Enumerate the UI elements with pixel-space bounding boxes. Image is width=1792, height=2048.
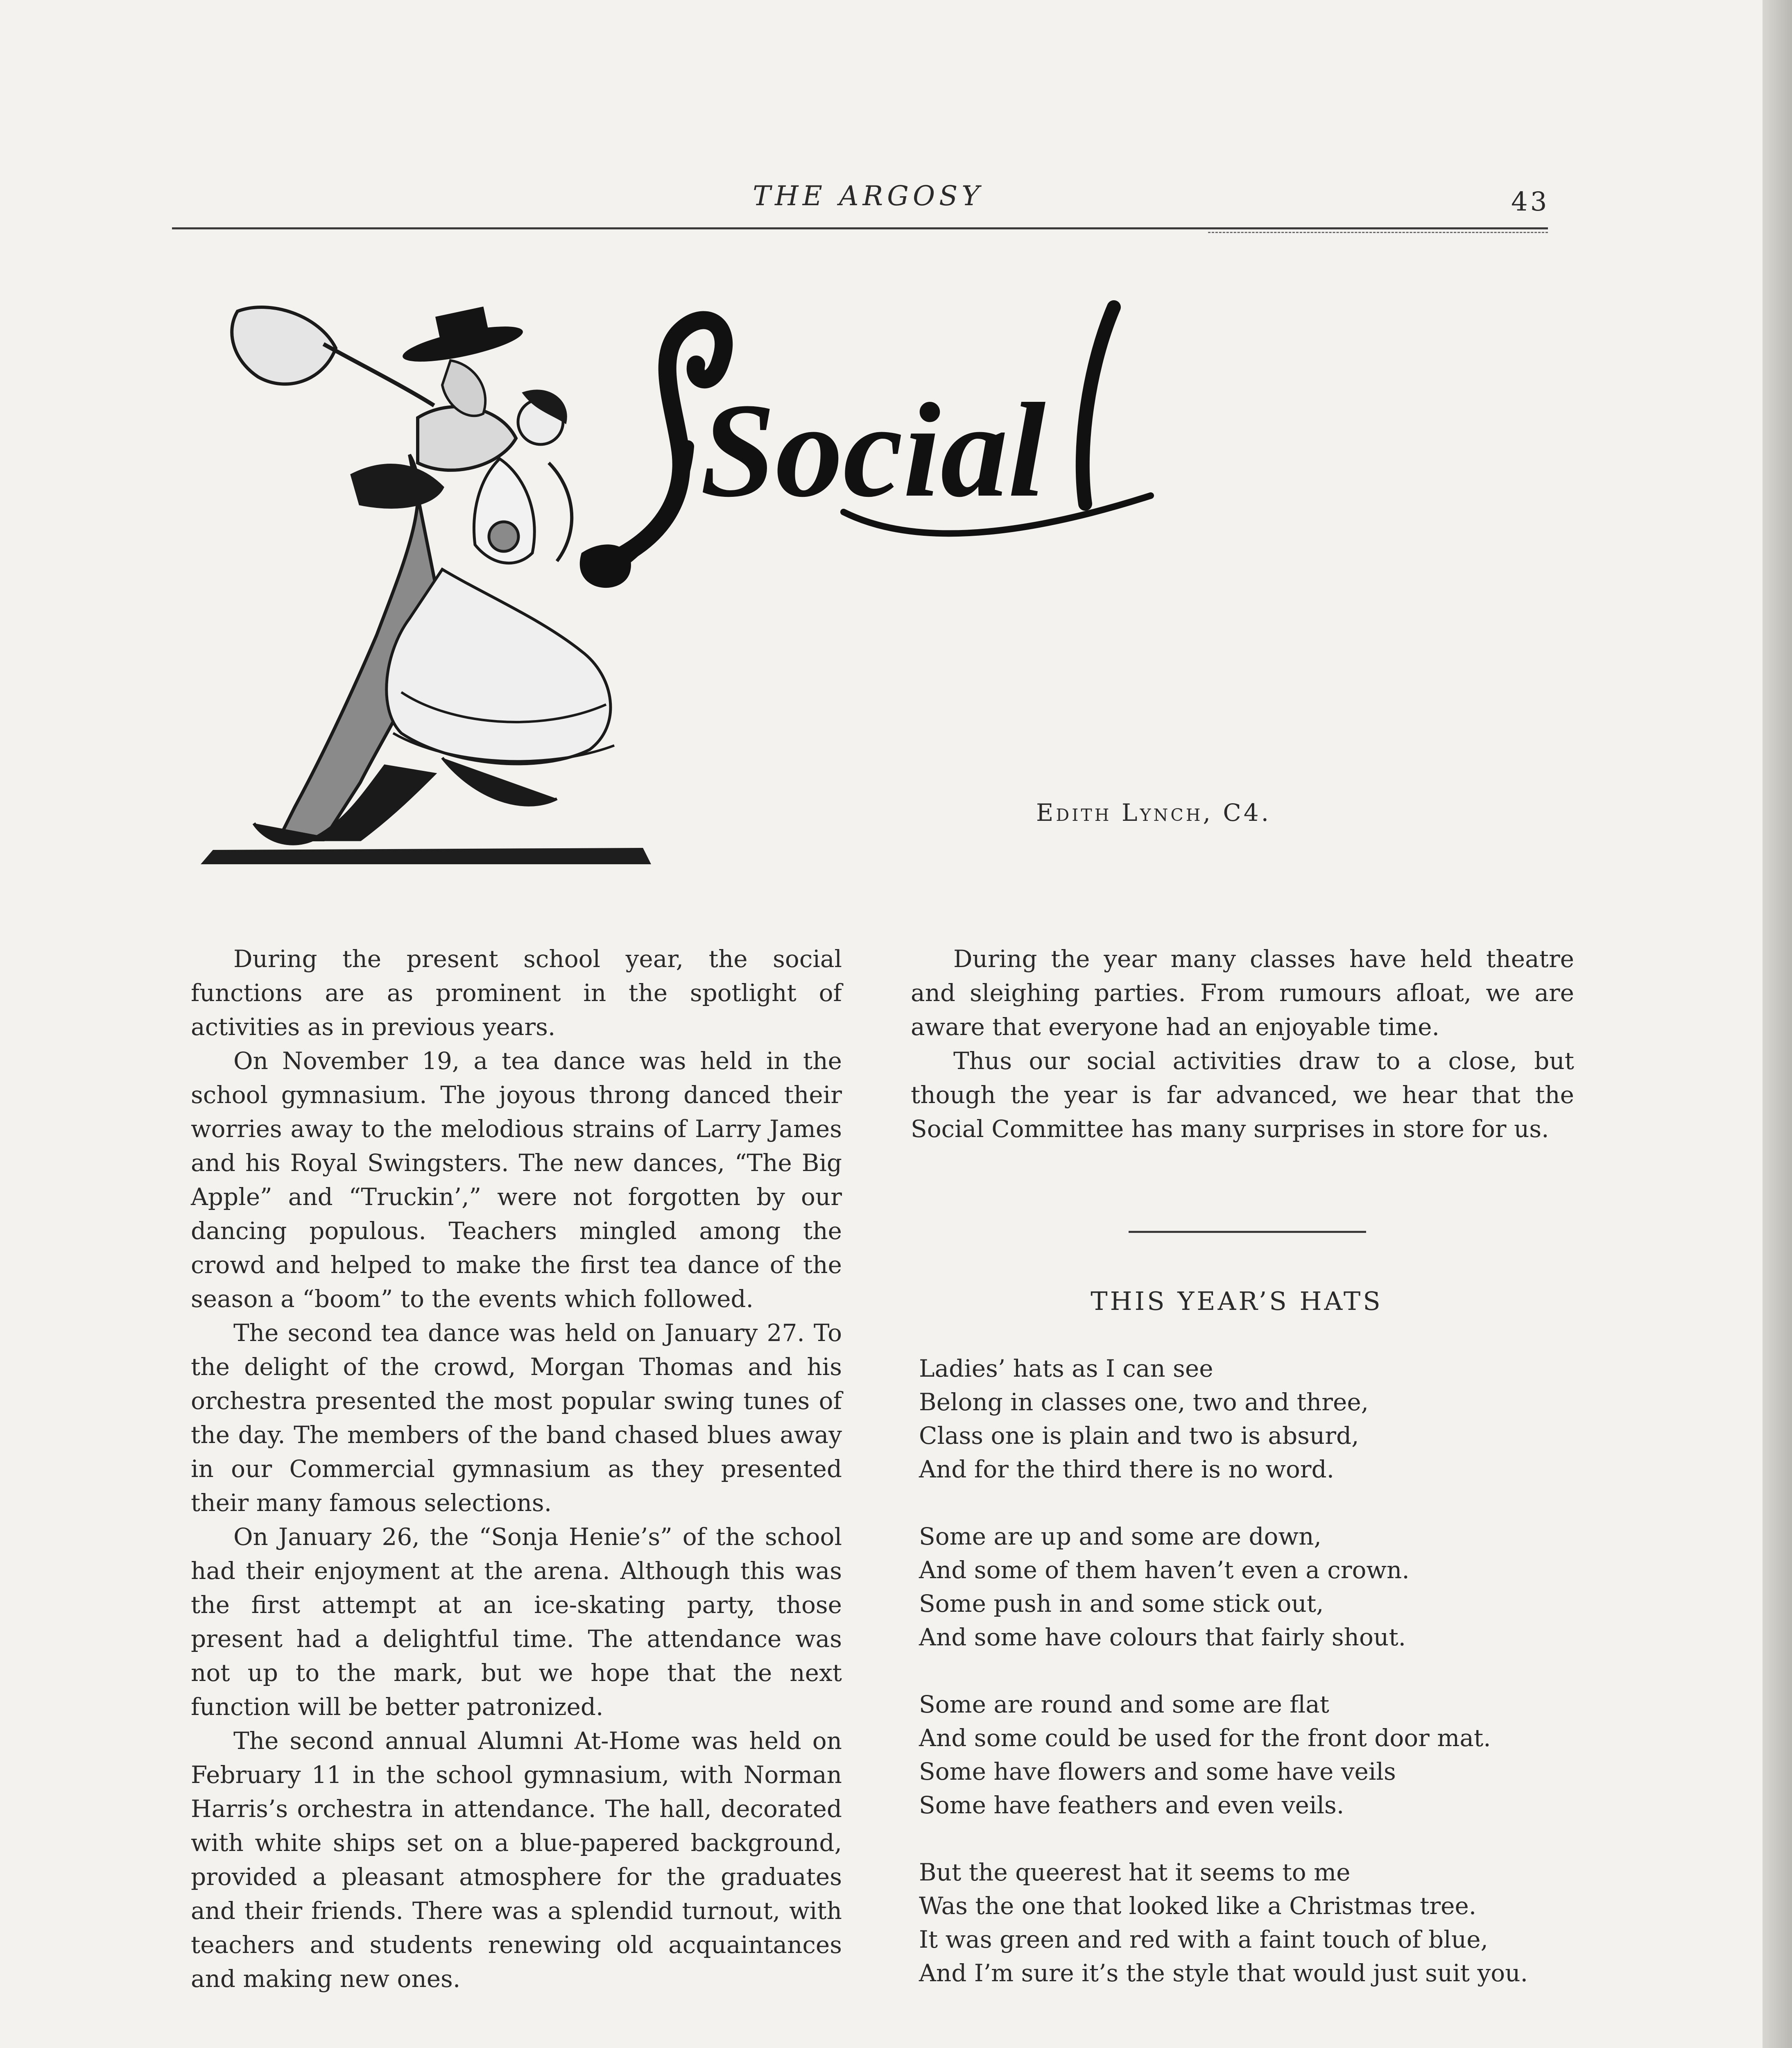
poem-stanza xyxy=(919,1855,1615,1990)
poem-line: And I’m sure it’s the style that would just suit you. xyxy=(919,1959,1528,1987)
poem-line: Some push in and some stick out, xyxy=(919,1590,1324,1618)
poem-line: And some could be used for the front door mat. xyxy=(919,1724,1491,1752)
poem-stanza xyxy=(919,1688,1615,1822)
left-column xyxy=(191,942,842,1996)
section-divider xyxy=(1129,1231,1366,1233)
poem-line: And some of them haven’t even a crown. xyxy=(919,1556,1410,1584)
hat-shape xyxy=(400,306,525,416)
poem-line: Some have flowers and some have veils xyxy=(919,1758,1396,1785)
page-edge-shadow xyxy=(1763,0,1792,2048)
header-rule xyxy=(172,227,1548,229)
poem-stanza xyxy=(919,1520,1615,1654)
poem-line: And some have colours that fairly shout. xyxy=(919,1623,1406,1651)
poem-line: And for the third there is no word. xyxy=(919,1455,1335,1483)
poem-title: THIS YEAR’S HATS xyxy=(1091,1286,1383,1316)
running-header-title: THE ARGOSY xyxy=(753,180,984,212)
poem-line: Some are round and some are flat xyxy=(919,1690,1329,1718)
poem-line: Ladies’ hats as I can see xyxy=(919,1355,1213,1382)
left-paragraph-5: The second annual Alumni At-Home was held on February 11 in the school gymnasium, with Norman Harris’s orchestra in attendance. The hall, decorated with white ships set on a blue-papered background, provided a pleasant atmosphere for the graduates and their friends. There was a splendid turnout, with teachers and students renewing old acquaintances and making new ones. xyxy=(191,1727,842,1993)
poem-line: Belong in classes one, two and three, xyxy=(919,1388,1369,1416)
poem-line: But the queerest hat it seems to me xyxy=(919,1858,1351,1886)
social-script-title xyxy=(580,307,1151,588)
poem-line: It was green and red with a faint touch of blue, xyxy=(919,1926,1488,1953)
left-paragraph-1: During the present school year, the social functions are as prominent in the spotlight of activities as in previous years. xyxy=(191,945,842,1041)
header-rule-dashed xyxy=(1208,232,1548,233)
page-number: 43 xyxy=(1511,187,1550,217)
poem-line: Class one is plain and two is absurd, xyxy=(919,1422,1359,1450)
poem-line: Some have feathers and even veils. xyxy=(919,1791,1344,1819)
poem-body xyxy=(919,1352,1615,2023)
dancing-couple-illustration xyxy=(188,283,1212,889)
social-script-text: Social xyxy=(700,376,1046,525)
poem-stanza xyxy=(919,1352,1615,1486)
left-paragraph-4: On January 26, the “Sonja Henie’s” of the school had their enjoyment at the arena. Although this was the first attempt at an ice-skating party, those present had a delightful time. The attendance was not up to the mark, but we hope that the next function will be better patronized. xyxy=(191,1523,842,1721)
illustration-floor xyxy=(201,848,651,864)
right-paragraph-2: Thus our social activities draw to a close, but though the year is far advanced, we hear that the Social Committee has many surprises in store for us. xyxy=(911,1047,1574,1143)
left-paragraph-2: On November 19, a tea dance was held in the school gymnasium. The joyous throng danced their worries away to the melodious strains of Larry James and his Royal Swingsters. The new dances, “The Big Apple” and “Truckin’,” were not forgotten by our dancing populous. Teachers mingled among the crowd and helped to make the first tea dance of the season a “boom” to the events which followed. xyxy=(191,1047,842,1313)
right-paragraph-1: During the year many classes have held theatre and sleighing parties. From rumours afloat, we are aware that everyone had an enjoyable time. xyxy=(911,945,1574,1041)
poem-line: Some are up and some are down, xyxy=(919,1522,1321,1550)
article-byline: Edith Lynch, C4. xyxy=(1036,799,1272,827)
right-column xyxy=(911,942,1574,1146)
poem-line: Was the one that looked like a Christmas tree. xyxy=(919,1892,1477,1920)
left-paragraph-3: The second tea dance was held on January 27. To the delight of the crowd, Morgan Thomas and his orchestra presented the most popular swing tunes of the day. The members of the band chased blues away in our Commercial gymnasium as they presented their many famous selections. xyxy=(191,1319,842,1517)
